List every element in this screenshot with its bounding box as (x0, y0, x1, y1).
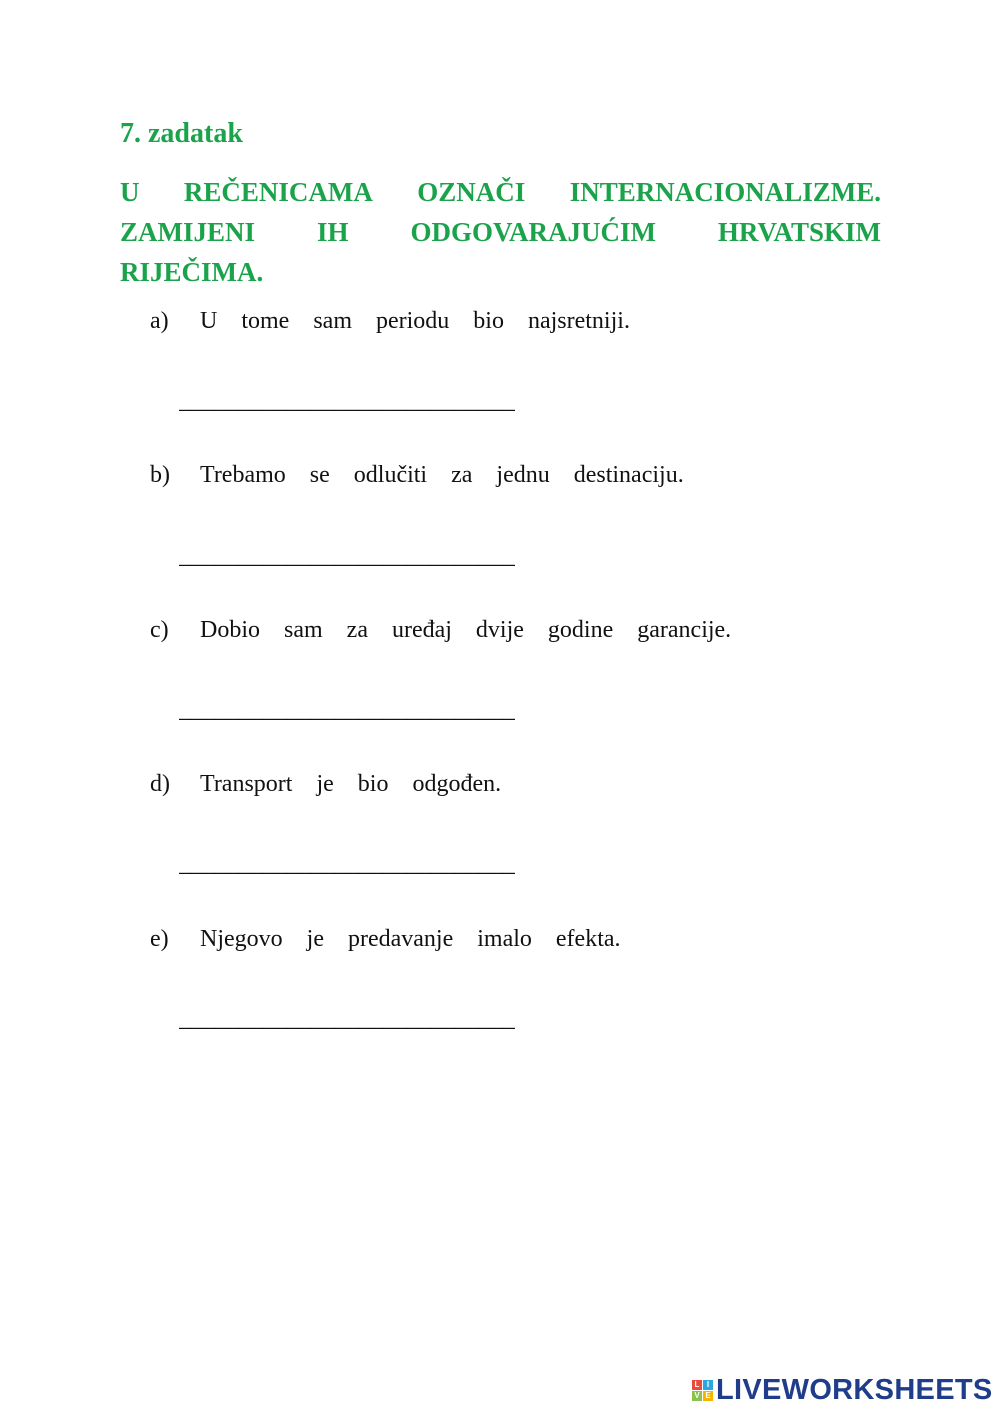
instruction-line-2 (120, 212, 881, 252)
item-letter: e) (150, 926, 169, 952)
instruction-line-1 (120, 172, 881, 212)
answer-line-d[interactable]: ____________________________ (179, 851, 515, 877)
item-sentence: Dobio sam za uređaj dvije godine garancije. (200, 617, 732, 643)
instruction-word: HRVATSKIM (717, 217, 881, 247)
exercise-item-d (150, 771, 501, 798)
answer-line-e[interactable]: ____________________________ (179, 1006, 515, 1032)
logo-mark-letter: E (703, 1391, 713, 1401)
item-sentence: Njegovo je predavanje imalo efekta. (200, 926, 621, 952)
instruction-word: OZNAČI (417, 177, 526, 207)
task-title: 7. zadatak (120, 118, 243, 149)
item-letter: c) (150, 617, 169, 643)
item-sentence: Trebamo se odlučiti za jednu destinaciju. (200, 462, 684, 488)
instruction-word: ODGOVARAJUĆIM (410, 217, 656, 247)
instruction-word: U (120, 177, 140, 207)
item-letter: d) (150, 771, 170, 797)
instruction-word: IH (316, 217, 349, 247)
logo-text: LIVEWORKSHEETS (716, 1374, 993, 1406)
instruction-word: INTERNACIONALIZME. (569, 177, 881, 207)
instruction-word: ZAMIJENI (120, 217, 256, 247)
logo-mark-letter: V (692, 1391, 702, 1401)
instruction-line-3 (120, 252, 881, 292)
answer-line-c[interactable]: ____________________________ (179, 697, 515, 723)
exercise-item-a (150, 308, 630, 335)
item-letter: a) (150, 308, 169, 334)
item-sentence: Transport je bio odgođen. (200, 771, 502, 797)
logo-mark-letter: I (703, 1380, 713, 1390)
liveworksheets-logo (692, 1374, 993, 1407)
exercise-item-c (150, 617, 731, 644)
instruction-word: REČENICAMA (183, 177, 373, 207)
answer-line-b[interactable]: ____________________________ (179, 543, 515, 569)
answer-line-a[interactable]: ____________________________ (179, 388, 515, 414)
instruction-word: RIJEČIMA. (120, 257, 264, 287)
task-instruction (120, 172, 881, 292)
logo-mark-icon (692, 1380, 713, 1401)
logo-mark-letter: L (692, 1380, 702, 1390)
exercise-item-b (150, 462, 684, 489)
item-letter: b) (150, 462, 170, 488)
item-sentence: U tome sam periodu bio najsretniji. (200, 308, 630, 334)
exercise-item-e (150, 926, 621, 953)
